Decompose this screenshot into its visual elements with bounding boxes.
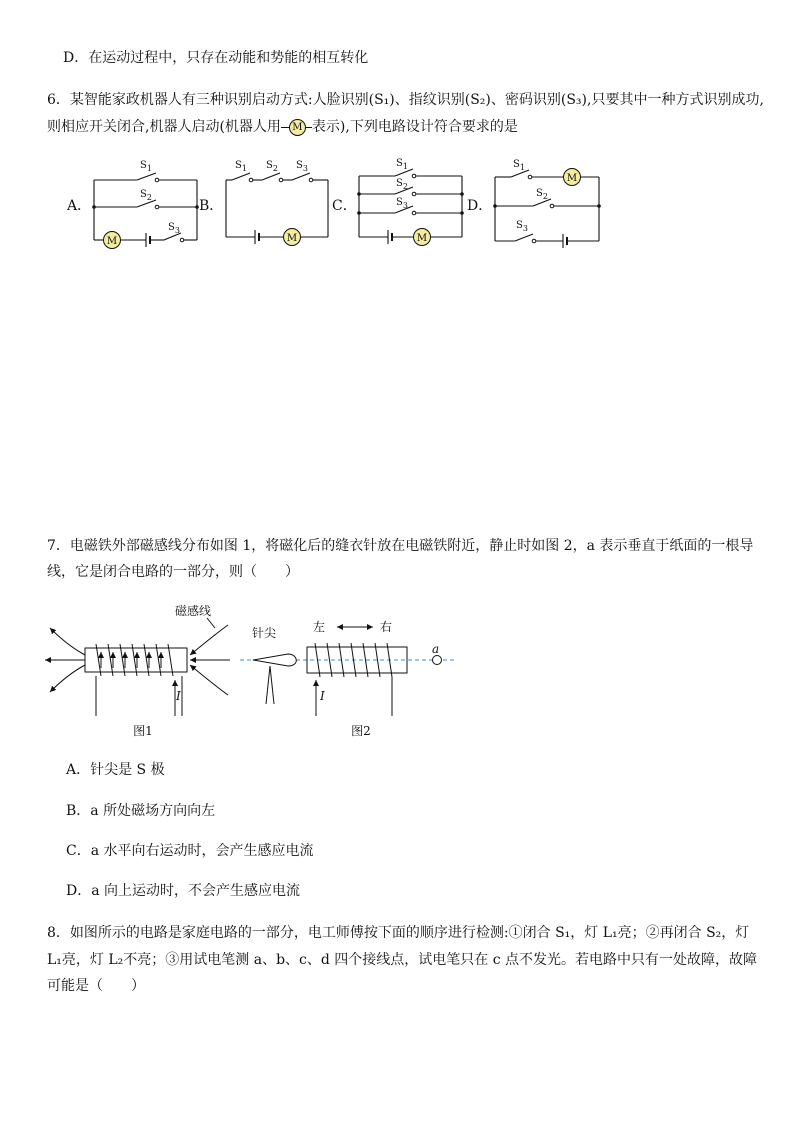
svg-text:S1: $S_1$: [235, 160, 247, 173]
q7-option-d: D．a 向上运动时，不会产生感应电流: [66, 883, 301, 899]
q7-option-c: C．a 水平向右运动时，会产生感应电流: [66, 843, 314, 859]
q8-stem-line1: 8．如图所示的电路是家庭电路的一部分，电工师傅按下面的顺序进行检测:①闭合 S₁，灯 L₁亮；②再闭合 S₂，灯: [47, 925, 750, 941]
figure-2: [240, 627, 455, 716]
field-line: [190, 625, 228, 655]
fig1-current-label: I: [176, 689, 181, 703]
svg-text:S1: $S_1$: [396, 158, 408, 171]
svg-text:S3: $S_3$: [168, 222, 180, 235]
svg-text:S1: $S_1$: [513, 159, 525, 172]
option-a-label: A．: [67, 198, 92, 214]
motor-label: M: [286, 233, 298, 244]
figure-2-caption: 图2: [351, 724, 371, 738]
option-b-label: B．: [199, 198, 224, 214]
q6-stem-line2a: 则相应开关闭合,机器人启动(机器人用: [47, 119, 281, 135]
svg-text:S3: $S_3$: [516, 220, 528, 233]
fig2-current-label: I: [320, 689, 325, 703]
q8-stem-line2: L₁亮，灯 L₂不亮；③用试电笔测 a、b、c、d 四个接线点，试电笔只在 c 点不发光。若电路中只有一处故障，故障: [47, 952, 758, 968]
motor-label: M: [566, 173, 578, 184]
svg-text:S3: $S_3$: [296, 160, 308, 173]
needle-icon: [253, 654, 296, 666]
left-label: 左: [313, 620, 326, 634]
svg-text:S2: $S_2$: [536, 188, 548, 201]
wire-a-icon: [433, 656, 442, 665]
q8-stem-line3: 可能是（ ）: [47, 978, 145, 994]
field-line: [50, 665, 85, 692]
q6-stem-line2b: 表示),下列电路设计符合要求的是: [311, 119, 518, 135]
motor-label: M: [106, 236, 118, 247]
figure-1-caption: 图1: [133, 724, 153, 738]
motor-symbol-inline: M: [289, 119, 306, 136]
option-c-label: C．: [332, 198, 357, 214]
motor-label: M: [416, 233, 428, 244]
wire-a-label: a: [432, 642, 440, 656]
q7-option-a: A．针尖是 S 极: [66, 762, 165, 778]
field-line: [190, 665, 228, 695]
svg-text:S1: $S_1$: [140, 160, 152, 173]
svg-text:S2: $S_2$: [140, 189, 152, 202]
figure-1-electromagnet: [45, 618, 230, 716]
svg-text:S2: $S_2$: [266, 160, 278, 173]
field-line-label: 磁感线: [175, 604, 212, 618]
svg-text:S2: $S_2$: [396, 178, 408, 191]
right-label: 右: [380, 620, 393, 634]
q6-stem-line1: 6．某智能家政机器人有三种识别启动方式:人脸识别(S₁)、指纹识别(S₂)、密码识别(S₃),只要其中一种方式识别成功,: [47, 92, 764, 108]
q7-option-b: B．a 所处磁场方向向左: [66, 803, 216, 819]
option-d-label: D．: [467, 198, 493, 214]
field-line: [50, 628, 85, 655]
q7-stem-line1: 7．电磁铁外部磁感线分布如图 1，将磁化后的缝衣针放在电磁铁附近，静止时如图 2，a 表示垂直于纸面的一根导: [47, 538, 754, 554]
svg-text:S3: $S_3$: [396, 197, 408, 210]
q5-option-d: D．在运动过程中，只存在动能和势能的相互转化: [63, 50, 369, 66]
q7-stem-line2: 线，它是闭合电路的一部分，则（ ）: [47, 564, 299, 580]
needle-tip-label: 针尖: [252, 626, 277, 640]
